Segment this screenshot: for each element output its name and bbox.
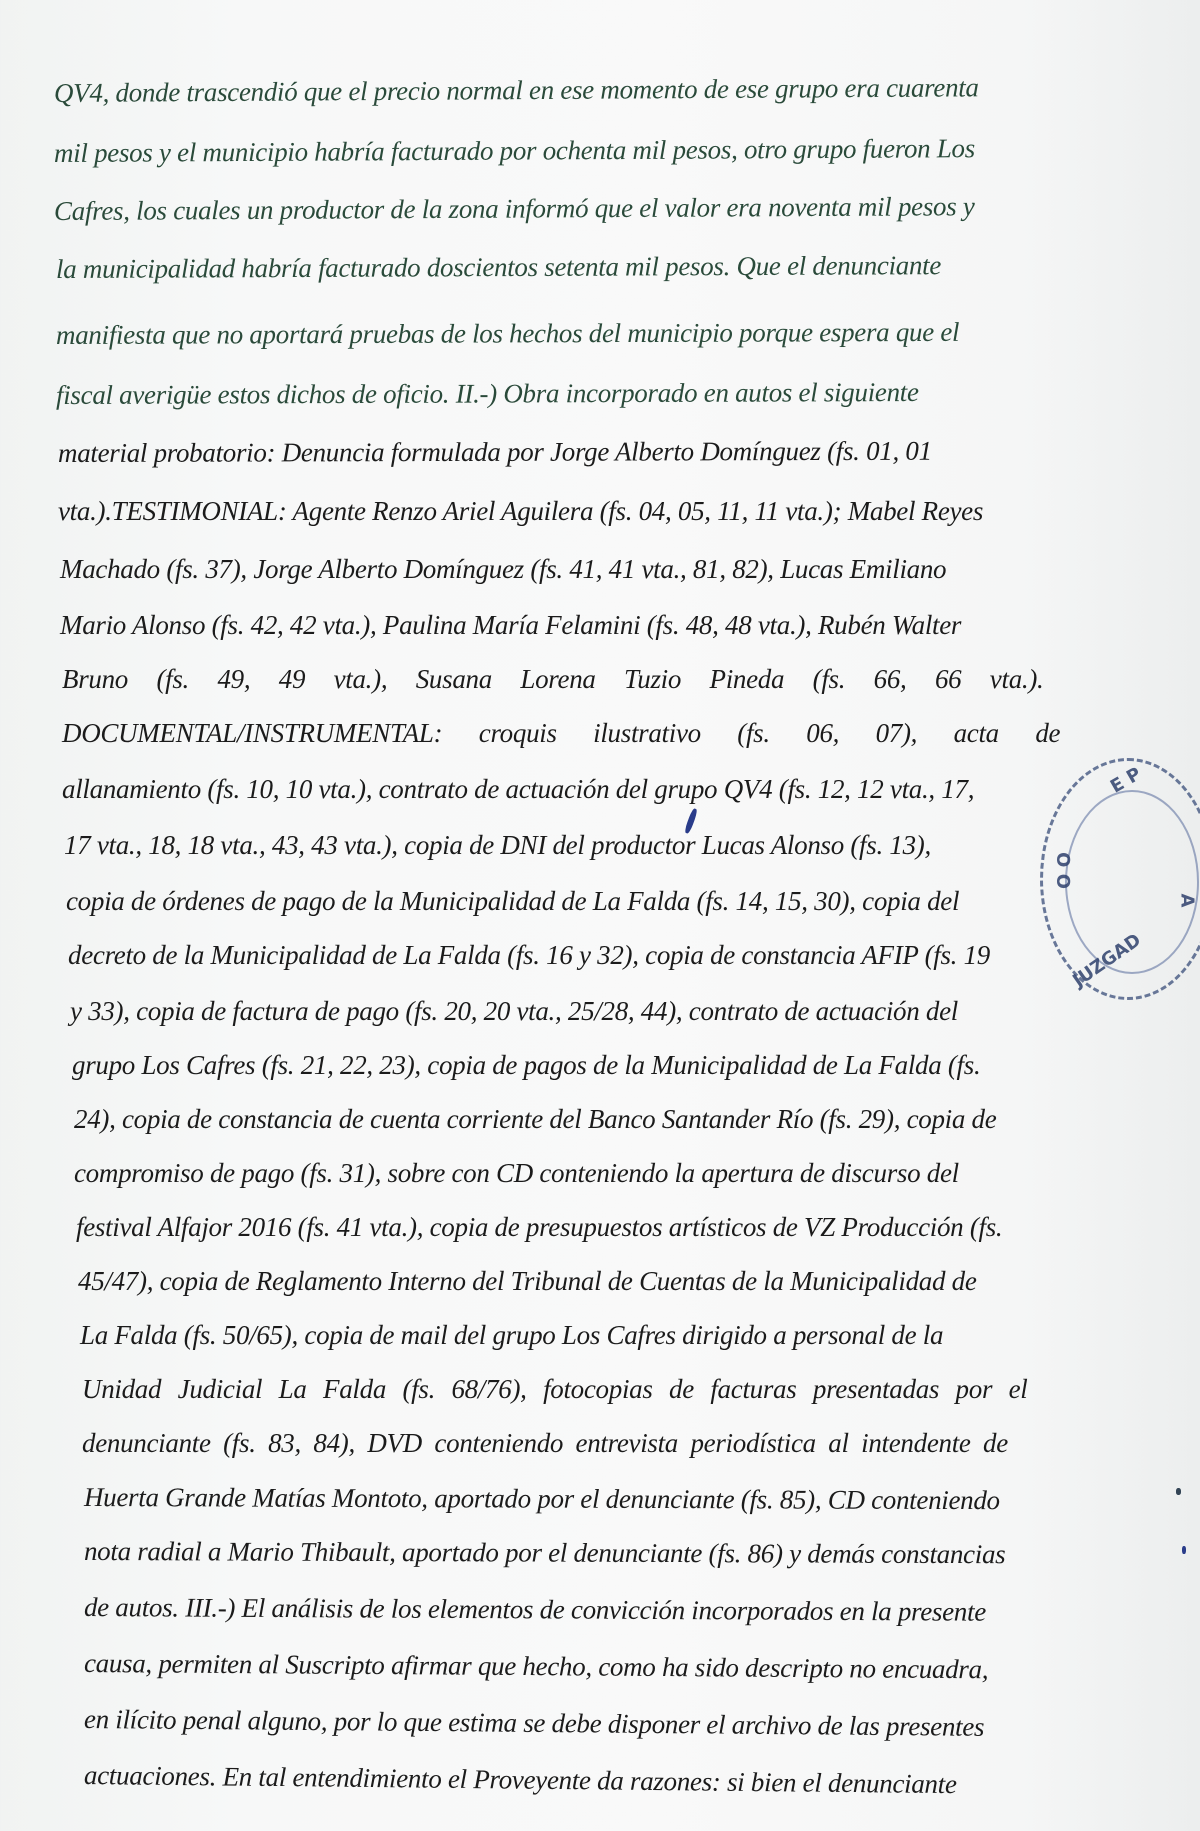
stamp-text-top: E P	[1106, 763, 1145, 798]
text-line-16: decreto de la Municipalidad de La Falda (fs. 16 y 32), copia de constancia AFIP (fs. 19	[68, 940, 990, 970]
text-line-27: nota radial a Mario Thibault, aportado por el denunciante (fs. 86) y demás constancias	[83, 1536, 1006, 1570]
text-line-30: en ilícito penal alguno, por lo que estima se debe disponer el archivo de las presentes	[83, 1704, 985, 1742]
text-line-17: y 33), copia de factura de pago (fs. 20, 20 vta., 25/28, 44), contrato de actuación del	[70, 996, 958, 1026]
text-line-25: denunciante (fs. 83, 84), DVD conteniendo entrevista periodística al intendente de	[82, 1428, 1008, 1458]
text-line-23: La Falda (fs. 50/65), copia de mail del grupo Los Cafres dirigido a personal de la	[80, 1320, 944, 1350]
text-line-1: QV4, donde trascendió que el precio normal en ese momento de ese grupo era cuarenta	[53, 72, 979, 108]
text-line-10: Mario Alonso (fs. 42, 42 vta.), Paulina María Felamini (fs. 48, 48 vta.), Rubén Walter	[60, 610, 962, 640]
stamp-text-right: A	[1176, 893, 1198, 908]
text-line-26: Huerta Grande Matías Montoto, aportado por el denunciante (fs. 85), CD conteniendo	[83, 1482, 1000, 1516]
text-line-24: Unidad Judicial La Falda (fs. 68/76), fotocopias de facturas presentadas por el	[82, 1374, 1028, 1404]
text-line-20: compromiso de pago (fs. 31), sobre con CD conteniendo la apertura de discurso del	[74, 1158, 959, 1188]
text-line-3: Cafres, los cuales un productor de la zona informó que el valor era noventa mil pesos y	[53, 191, 975, 226]
stamp-text-left: O O	[1053, 852, 1075, 889]
ink-speck	[1182, 1546, 1186, 1554]
text-line-4: la municipalidad habría facturado doscientos setenta mil pesos. Que el denunciante	[55, 250, 942, 284]
text-line-11: Bruno (fs. 49, 49 vta.), Susana Lorena Tuzio Pineda (fs. 66, 66 vta.).	[62, 664, 1044, 694]
text-line-9: Machado (fs. 37), Jorge Alberto Domínguez (fs. 41, 41 vta., 81, 82), Lucas Emiliano	[60, 554, 947, 584]
text-line-15: copia de órdenes de pago de la Municipalidad de La Falda (fs. 14, 15, 30), copia del	[66, 886, 960, 916]
text-line-12: DOCUMENTAL/INSTRUMENTAL: croquis ilustrativo (fs. 06, 07), acta de	[62, 718, 1061, 748]
text-line-21: festival Alfajor 2016 (fs. 41 vta.), copia de presupuestos artísticos de VZ Producción (fs.	[76, 1212, 1003, 1242]
text-line-7: material probatorio: Denuncia formulada por Jorge Alberto Domínguez (fs. 01, 01	[57, 435, 932, 468]
text-line-2: mil pesos y el municipio habría facturado por ochenta mil pesos, otro grupo fueron Los	[53, 133, 975, 168]
text-line-19: 24), copia de constancia de cuenta corriente del Banco Santander Río (fs. 29), copia de	[74, 1104, 997, 1134]
text-line-18: grupo Los Cafres (fs. 21, 22, 23), copia de pagos de la Municipalidad de La Falda (fs.	[72, 1050, 981, 1080]
text-line-31: actuaciones. En tal entendimiento el Proveyente da razones: si bien el denunciante	[83, 1760, 957, 1800]
text-line-8: vta.).TESTIMONIAL: Agente Renzo Ariel Aguilera (fs. 04, 05, 11, 11 vta.); Mabel Reyes	[58, 496, 984, 526]
text-line-14: 17 vta., 18, 18 vta., 43, 43 vta.), copia de DNI del productor Lucas Alonso (fs. 13),	[64, 830, 931, 860]
text-line-29: causa, permiten al Suscripto afirmar que hecho, como ha sido descripto no encuadra,	[83, 1648, 989, 1685]
text-line-22: 45/47), copia de Reglamento Interno del Tribunal de Cuentas de la Municipalidad de	[78, 1266, 977, 1296]
ink-speck	[1176, 1488, 1181, 1495]
text-line-6: fiscal averigüe estos dichos de oficio. II.-) Obra incorporado en autos el siguiente	[55, 376, 919, 410]
stamp-text-bottom: JUZGAD	[1069, 929, 1145, 992]
text-line-13: allanamiento (fs. 10, 10 vta.), contrato de actuación del grupo QV4 (fs. 12, 12 vta., 17,	[62, 774, 975, 804]
text-line-5: manifiesta que no aportará pruebas de los hechos del municipio porque espera que el	[55, 316, 960, 350]
text-line-28: de autos. III.-) El análisis de los elementos de convicción incorporados en la presente	[83, 1592, 987, 1627]
